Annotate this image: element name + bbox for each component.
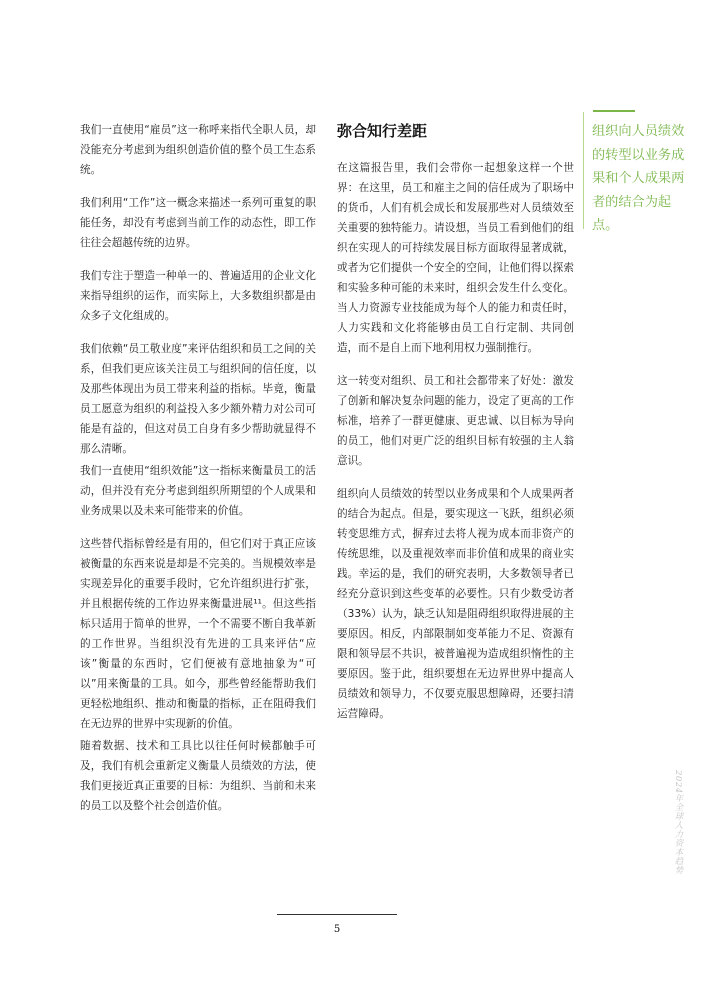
left-column <box>80 120 316 829</box>
paragraph-benefits: 这一转变对组织、员工和社会都带来了好处：激发了创新和解决复杂问题的能力，设定了更高的工作标准，培养了一群更健康、更忠诚、以目标为导向的员工，他们对更广泛的组织目标有较强的主人翁意识。 <box>337 375 574 467</box>
pullquote-text: 组织向人员绩效的转型以业务成果和个人成果两者的结合为起点。 <box>592 124 685 233</box>
paragraph-imagine: 在这篇报告里，我们会带你一起想象这样一个世界：在这里，员工和雇主之间的信任成为了职场中的货币，人们有机会成长和发展那些对人员绩效至关重要的独特能力。请设想，当员工看到他们的组织在实现人的可持续发展目标方面取得显著成就，或者为它们提供一个安全的空间，让他们得以探索和实验多种可能的未来时，组织会发生什么变化。当人力资源专业技能成为每个人的能力和责任时，人力实践和文化将能够由员工自行定制、共同创造，而不是自上而下地利用权力强制推行。 <box>337 162 574 354</box>
paragraph-culture: 我们专注于塑造一种单一的、普遍适用的企业文化来指导组织的运作，而实际上，大多数组织都是由众多子文化组成的。 <box>80 270 316 322</box>
paragraph-employee: 我们一直使用“雇员”这一称呼来指代全职人员，却没能充分考虑到为组织创造价值的整个员工生态系统。 <box>80 124 316 176</box>
footer-divider <box>277 914 397 915</box>
paragraph-transformation: 组织向人员绩效的转型以业务成果和个人成果两者的结合为起点。但是，要实现这一飞跃，组织必须转变思维方式，摒弃过去将人视为成本而非资产的传统思维，以及重视效率而非价值和成果的商业实践。幸运的是，我们的研究表明，大多数领导者已经充分意识到这些变革的必要性。只有少数受访者（33%）认为，缺乏认知是阻碍组织取得进展的主要原因。相反，内部限制如变革能力不足、资源有限和领导层不共识，被普遍视为造成组织惰性的主要原因。鉴于此，组织要想在无边界世界中提高人员绩效和领导力，不仅要克服思想障碍，还要扫清运营障碍。 <box>337 488 574 720</box>
paragraph-data-tools: 随着数据、技术和工具比以往任何时候都触手可及，我们有机会重新定义衡量人员绩效的方法，使我们更接近真正重要的目标：为组织、当前和未来的员工以及整个社会创造价值。 <box>80 740 316 812</box>
paragraph-proxy-metrics: 这些替代指标曾经是有用的，但它们对于真正应该被衡量的东西来说是却是不完美的。当规模效率是实现差异化的重要手段时，它允许组织进行扩张，并且根据传统的工作边界来衡量进展¹¹。但这些指标只适用于简单的世界，一个不需要不断自我革新的工作世界。当组织没有先进的工具来评估“应该”衡量的东西时，它们便被有意地抽象为“可以”用来衡量的工具。如今，那些曾经能帮助我们更轻松地组织、推动和衡量的指标，正在阻碍我们在无边界的世界中实现新的价值。 <box>80 538 316 730</box>
paragraph-engagement: 我们依赖“员工敬业度”来评估组织和员工之间的关系，但我们更应该关注员工与组织间的信任度，以及那些体现出为员工带来利益的指标。毕竟，衡量员工愿意为组织的利益投入多少额外精力对公司可能是有益的，但这对员工自身有多少帮助就显得不那么清晰。 <box>80 343 316 455</box>
section-heading: 弥合知行差距 <box>337 122 428 140</box>
paragraph-effectiveness: 我们一直使用“组织效能”这一指标来衡量员工的活动，但并没有充分考虑到组织所期望的个人成果和业务成果以及未来可能带来的价值。 <box>80 465 316 517</box>
paragraph-work: 我们利用“工作”这一概念来描述一系列可重复的职能任务，却没有考虑到当前工作的动态性，即工作往往会超越传统的边界。 <box>80 197 316 249</box>
page-number: 5 <box>333 924 341 935</box>
side-running-title: 2024年全球人力资本趋势 <box>673 770 683 875</box>
middle-column <box>337 120 574 737</box>
